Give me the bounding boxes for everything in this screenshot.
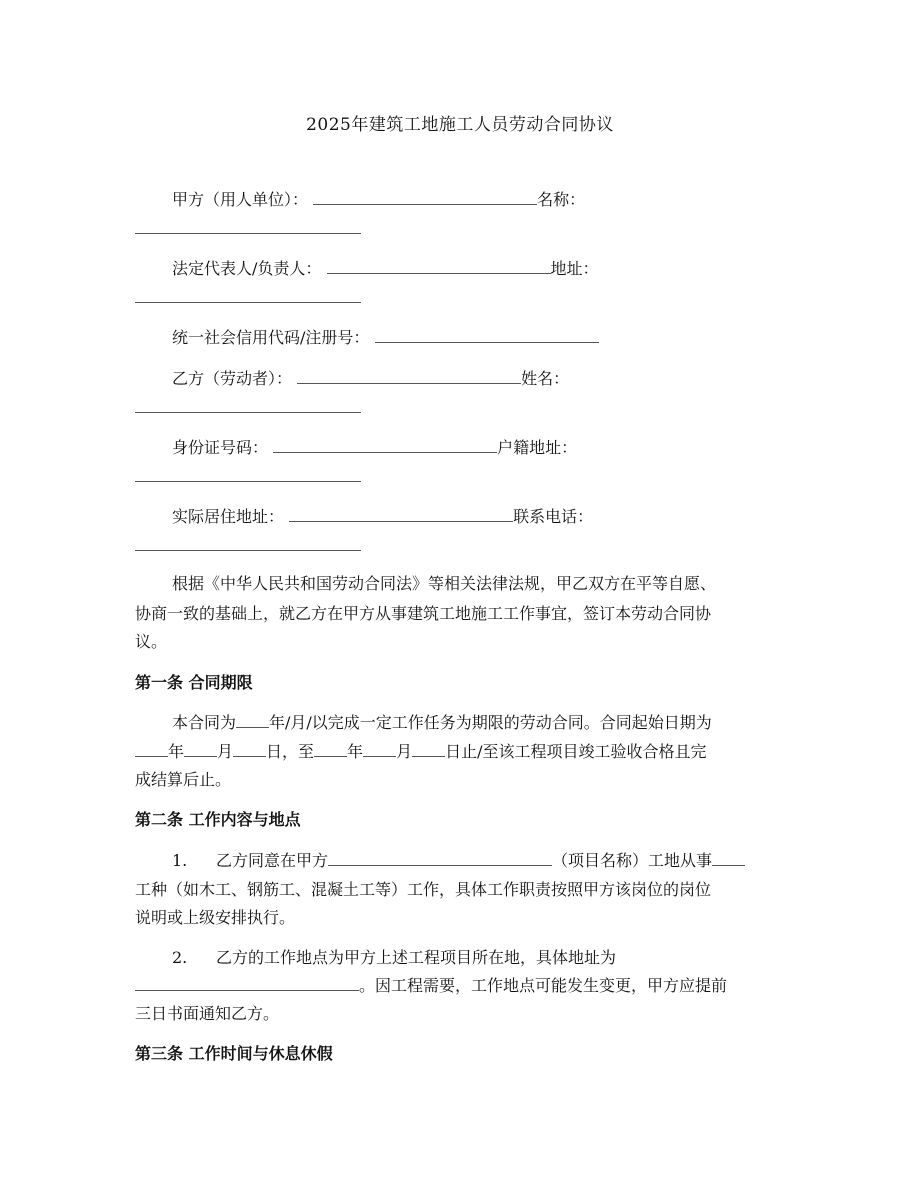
legal-rep-label: 法定代表人/负责人： — [172, 259, 322, 278]
intro-line-1: 根据《中华人民共和国劳动合同法》等相关法律法规，甲乙双方在平等自愿、 — [172, 574, 717, 593]
document-title: 2025年建筑工地施工人员劳动合同协议 — [306, 115, 614, 135]
end-month-blank[interactable] — [363, 742, 396, 757]
article-2-item-1-line-3: 说明或上级安排执行。 — [135, 908, 296, 927]
term-type-blank[interactable] — [236, 713, 269, 728]
credit-code-blank[interactable] — [375, 328, 599, 343]
trade-blank[interactable] — [712, 851, 745, 866]
residence-row — [172, 507, 822, 527]
article-2-item-2-line-1 — [172, 948, 822, 968]
list-number: 1. — [172, 851, 188, 870]
article-2-item-2-line-2 — [135, 976, 785, 996]
article-1-line-3: 成结算后止。 — [135, 770, 232, 789]
party-a-blank[interactable] — [313, 190, 537, 205]
text: 本合同为 — [172, 713, 237, 732]
intro-line-2: 协商一致的基础上，就乙方在甲方从事建筑工地施工工作事宜，签订本劳动合同协 — [135, 604, 712, 623]
article-2-item-1-line-2: 工种（如木工、钢筋工、混凝土工等）工作，具体工作职责按照甲方该岗位的岗位 — [135, 880, 712, 899]
address-label: 地址： — [550, 259, 599, 278]
article-2-item-1-line-1 — [172, 851, 822, 871]
name-blank[interactable] — [135, 412, 361, 413]
phone-label: 联系电话： — [513, 507, 594, 526]
id-number-blank[interactable] — [273, 438, 497, 453]
text: 月 — [396, 742, 413, 761]
residence-blank[interactable] — [289, 507, 513, 522]
intro-line-3: 议。 — [135, 632, 168, 651]
address-blank[interactable] — [135, 302, 361, 303]
start-month-blank[interactable] — [184, 742, 217, 757]
household-address-label: 户籍地址： — [497, 438, 578, 457]
party-a-row — [172, 190, 822, 210]
legal-rep-row — [172, 259, 822, 279]
text: 年 — [168, 742, 185, 761]
article-1-line-2 — [135, 742, 785, 762]
party-a-name-label: 名称： — [537, 190, 586, 209]
credit-code-label: 统一社会信用代码/注册号： — [172, 328, 370, 347]
work-address-blank[interactable] — [135, 976, 359, 991]
end-year-blank[interactable] — [314, 742, 347, 757]
text: 。因工程需要，工作地点可能发生变更，甲方应提前 — [359, 976, 728, 995]
article-2-heading: 第二条 工作内容与地点 — [135, 810, 301, 829]
text: 年/月/以完成一定工作任务为期限的劳动合同。合同起始日期为 — [269, 713, 712, 732]
party-a-label: 甲方（用人单位）： — [172, 190, 309, 209]
article-2-item-2-line-3: 三日书面通知乙方。 — [135, 1004, 280, 1023]
article-3-heading: 第三条 工作时间与休息休假 — [135, 1044, 333, 1063]
text: 乙方的工作地点为甲方上述工程项目所在地，具体地址为 — [216, 948, 617, 967]
start-year-blank[interactable] — [135, 742, 168, 757]
phone-blank[interactable] — [135, 550, 361, 551]
text: 年 — [347, 742, 364, 761]
household-address-blank[interactable] — [135, 481, 361, 482]
text: （项目名称）工地从事 — [552, 851, 713, 870]
legal-rep-blank[interactable] — [327, 259, 551, 274]
project-name-blank[interactable] — [328, 851, 552, 866]
party-b-label: 乙方（劳动者）： — [172, 369, 293, 388]
name-label: 姓名： — [521, 369, 570, 388]
credit-code-row — [172, 328, 822, 348]
text: 日，至 — [266, 742, 315, 761]
id-number-label: 身份证号码： — [172, 438, 269, 457]
text: 月 — [217, 742, 234, 761]
list-number: 2. — [172, 948, 188, 967]
article-1-heading: 第一条 合同期限 — [135, 673, 253, 692]
article-1-line-1 — [172, 713, 822, 733]
residence-label: 实际居住地址： — [172, 507, 285, 526]
party-b-row — [172, 369, 822, 389]
id-number-row — [172, 438, 822, 458]
text: 乙方同意在甲方 — [216, 851, 329, 870]
text: 日止/至该工程项目竣工验收合格且完 — [445, 742, 707, 761]
party-b-blank[interactable] — [297, 369, 521, 384]
end-day-blank[interactable] — [412, 742, 445, 757]
start-day-blank[interactable] — [233, 742, 266, 757]
party-a-name-blank[interactable] — [135, 233, 361, 234]
